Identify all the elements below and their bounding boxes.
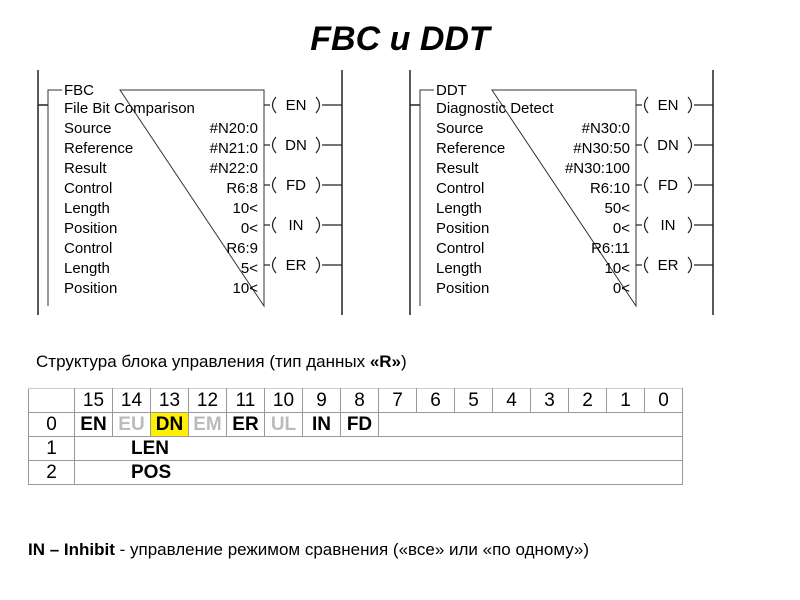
coil-left-arc <box>645 257 649 273</box>
caption-type: «R» <box>369 352 401 371</box>
param-label: Source <box>64 120 112 137</box>
block-name: Diagnostic Detect <box>436 100 554 117</box>
param-value: 0< <box>240 220 258 237</box>
param-value: 5< <box>240 260 258 277</box>
param-value: #N30:50 <box>573 140 630 157</box>
output-coil-label: EN <box>657 97 679 114</box>
param-value: 0< <box>612 220 630 237</box>
bit-header: 6 <box>417 389 455 413</box>
unused-bits <box>379 413 683 437</box>
block-parameters <box>64 120 258 297</box>
bit-fd: FD <box>341 413 379 437</box>
coil-right-arc <box>316 97 320 113</box>
bit-en: EN <box>75 413 113 437</box>
param-value: R6:8 <box>226 180 258 197</box>
param-value: R6:9 <box>226 240 258 257</box>
control-register-table <box>28 388 683 485</box>
param-value: 50< <box>604 200 630 217</box>
ladder-diagram <box>0 70 800 320</box>
param-label: Position <box>64 280 118 297</box>
param-label: Control <box>64 180 113 197</box>
bit-header: 12 <box>189 389 227 413</box>
coil-left-arc <box>273 97 277 113</box>
bit-header-row <box>29 389 683 413</box>
coil-right-arc <box>316 177 320 193</box>
word-index: 1 <box>29 437 75 461</box>
fbc-instruction-block <box>38 70 342 315</box>
param-label: Result <box>436 160 479 177</box>
output-coil-label: DN <box>657 137 679 154</box>
block-tag: FBC <box>64 82 94 99</box>
output-coil-label: FD <box>658 177 678 194</box>
output-coil-label: DN <box>285 137 307 154</box>
param-label: Result <box>64 160 107 177</box>
param-value: #N20:0 <box>209 120 258 137</box>
bit-header: 2 <box>569 389 607 413</box>
param-value: 10< <box>232 280 258 297</box>
bit-header: 11 <box>227 389 265 413</box>
bit-header: 3 <box>531 389 569 413</box>
bit-header: 10 <box>265 389 303 413</box>
coil-right-arc <box>688 137 692 153</box>
block-outputs <box>264 97 342 274</box>
param-label: Reference <box>64 140 134 157</box>
coil-right-arc <box>688 257 692 273</box>
param-value: #N22:0 <box>209 160 258 177</box>
bit-header: 4 <box>493 389 531 413</box>
bit-dn: DN <box>151 413 189 437</box>
param-label: Position <box>436 280 490 297</box>
word-index: 2 <box>29 461 75 485</box>
bit-header: 7 <box>379 389 417 413</box>
word-0-row <box>29 413 683 437</box>
param-value: R6:11 <box>591 240 630 257</box>
block-tag: DDT <box>436 82 467 99</box>
param-label: Position <box>64 220 118 237</box>
param-value: #N21:0 <box>209 140 258 157</box>
param-value: #N30:0 <box>581 120 630 137</box>
param-value: 10< <box>232 200 258 217</box>
coil-right-arc <box>316 217 320 233</box>
output-coil-label: FD <box>286 177 306 194</box>
param-label: Length <box>64 260 110 277</box>
output-coil-label: EN <box>285 97 307 114</box>
bit-header: 5 <box>455 389 493 413</box>
param-label: Control <box>436 180 485 197</box>
coil-right-arc <box>688 177 692 193</box>
output-coil-label: ER <box>285 257 307 274</box>
bit-eu: EU <box>113 413 151 437</box>
coil-left-arc <box>273 217 277 233</box>
output-coil-label: IN <box>288 217 304 234</box>
output-coil-label: IN <box>660 217 676 234</box>
coil-left-arc <box>273 137 277 153</box>
coil-left-arc <box>645 137 649 153</box>
param-label: Reference <box>436 140 506 157</box>
bit-header: 8 <box>341 389 379 413</box>
inhibit-term: IN – Inhibit <box>28 540 115 559</box>
param-label: Length <box>436 200 482 217</box>
param-label: Length <box>64 200 110 217</box>
pos-field: POS <box>75 461 683 485</box>
coil-left-arc <box>645 217 649 233</box>
param-value: R6:10 <box>589 180 630 197</box>
param-value: 10< <box>604 260 630 277</box>
param-label: Control <box>436 240 485 257</box>
block-name: File Bit Comparison <box>64 100 195 117</box>
page-title: FBC и DDT <box>310 20 490 58</box>
bit-er: ER <box>227 413 265 437</box>
block-outputs <box>636 97 713 274</box>
corner-cell <box>29 389 75 413</box>
inhibit-description: - управление режимом сравнения («все» или «по одному») <box>114 540 590 559</box>
coil-left-arc <box>273 257 277 273</box>
caption-prefix: Структура блока управления (тип данных <box>36 352 370 371</box>
bit-header: 13 <box>151 389 189 413</box>
coil-left-arc <box>273 177 277 193</box>
caption-suffix: ) <box>401 352 407 371</box>
len-field: LEN <box>75 437 683 461</box>
bit-ul: UL <box>265 413 303 437</box>
control-structure-caption <box>36 352 407 372</box>
word-2-row <box>29 461 683 485</box>
coil-right-arc <box>688 217 692 233</box>
coil-right-arc <box>316 257 320 273</box>
word-index: 0 <box>29 413 75 437</box>
bit-em: EM <box>189 413 227 437</box>
param-label: Source <box>436 120 484 137</box>
bit-header: 9 <box>303 389 341 413</box>
bit-header: 15 <box>75 389 113 413</box>
ddt-instruction-block <box>410 70 713 315</box>
bit-in: IN <box>303 413 341 437</box>
param-label: Length <box>436 260 482 277</box>
param-label: Position <box>436 220 490 237</box>
param-value: #N30:100 <box>564 160 630 177</box>
block-parameters <box>436 120 630 297</box>
bit-header: 1 <box>607 389 645 413</box>
output-coil-label: ER <box>657 257 679 274</box>
coil-left-arc <box>645 177 649 193</box>
coil-right-arc <box>316 137 320 153</box>
bit-header: 0 <box>645 389 683 413</box>
bit-header: 14 <box>113 389 151 413</box>
param-value: 0< <box>612 280 630 297</box>
inhibit-note <box>28 540 589 560</box>
param-label: Control <box>64 240 113 257</box>
coil-right-arc <box>688 97 692 113</box>
word-1-row <box>29 437 683 461</box>
coil-left-arc <box>645 97 649 113</box>
